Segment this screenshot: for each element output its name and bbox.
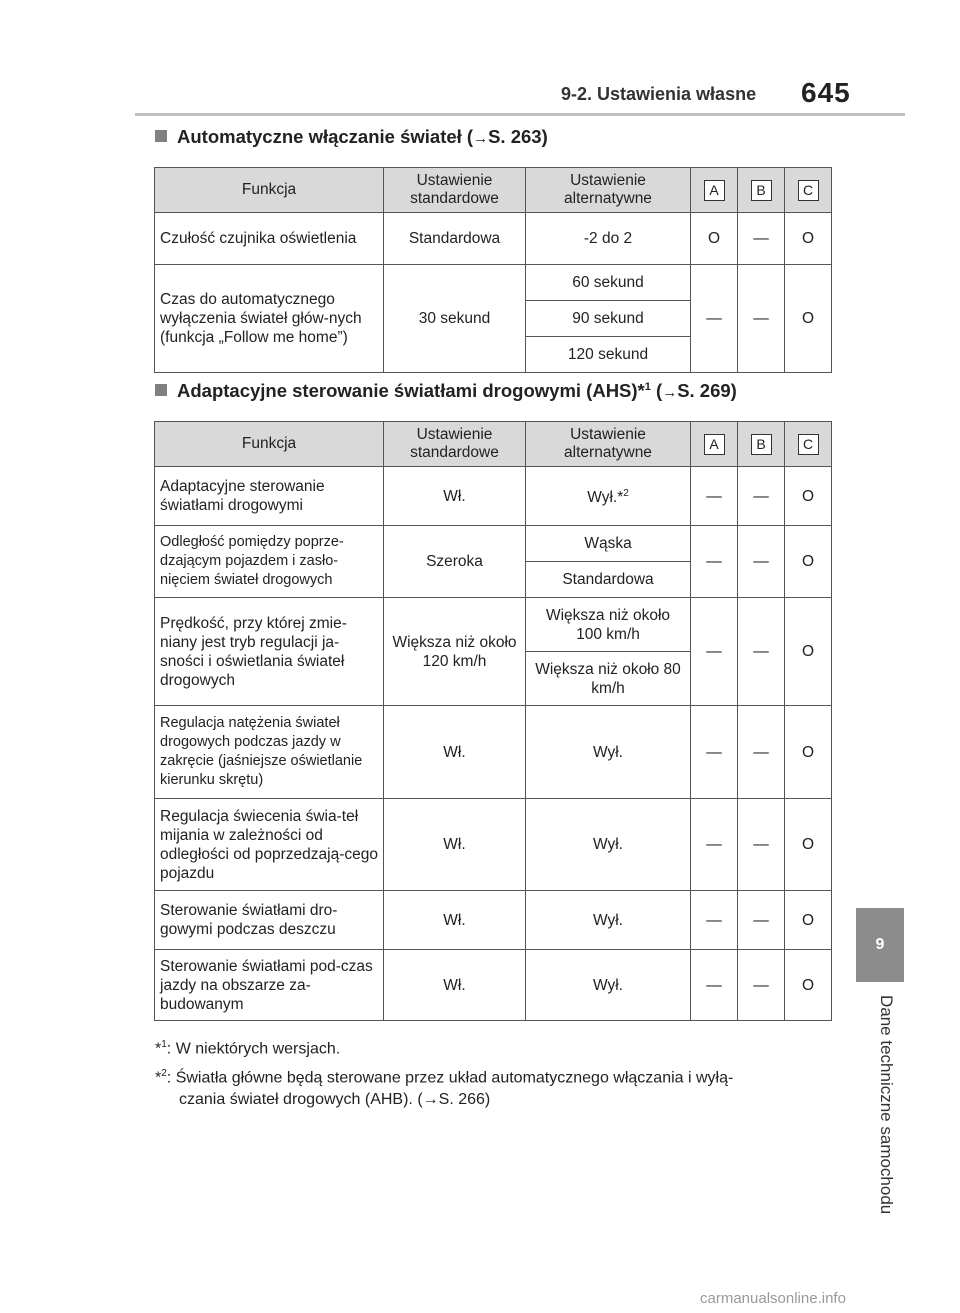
table-row [155, 891, 832, 950]
a-cell: — [691, 526, 738, 598]
c-cell: O [785, 265, 832, 373]
alternative-cell: Wył. [526, 706, 691, 799]
table-row [155, 265, 832, 301]
c-cell: O [785, 526, 832, 598]
function-cell: Adaptacyjne sterowanie światłami drogowymi [155, 467, 384, 526]
c-cell: O [785, 213, 832, 265]
table-row [155, 950, 832, 1021]
col-function: Funkcja [155, 422, 384, 467]
alternative-cell: Większa niż około 100 km/h [526, 598, 691, 652]
a-cell: — [691, 265, 738, 373]
alternative-cell: -2 do 2 [526, 213, 691, 265]
section1-page-ref: S. 263) [488, 126, 548, 147]
default-cell: Wł. [384, 950, 526, 1021]
b-cell: — [738, 467, 785, 526]
default-cell: Wł. [384, 891, 526, 950]
c-cell: O [785, 891, 832, 950]
c-cell: O [785, 598, 832, 706]
a-cell: — [691, 950, 738, 1021]
header-rule [135, 113, 905, 116]
col-b: B [738, 422, 785, 467]
col-a: A [691, 422, 738, 467]
footnote-1: *$^1$: W niektórych wersjach. [155, 1039, 341, 1058]
table-row [155, 598, 832, 652]
function-cell: Regulacja świecenia świa-teł mijania w zależności od odległości od poprzedzają-cego pojazdu [155, 799, 384, 891]
alternative-cell: Wył. [526, 891, 691, 950]
function-cell: Czułość czujnika oświetlenia [155, 213, 384, 265]
col-default: Ustawienie standardowe [384, 422, 526, 467]
a-cell: — [691, 467, 738, 526]
a-cell: — [691, 706, 738, 799]
arrow-right-icon: → [662, 384, 678, 401]
b-cell: — [738, 526, 785, 598]
col-alternative: Ustawienie alternatywne [526, 422, 691, 467]
section1-heading: Automatyczne włączanie świateł (→S. 263) [155, 126, 548, 148]
col-function: Funkcja [155, 168, 384, 213]
chapter-tab: 9 [856, 908, 904, 982]
alternative-cell: 60 sekund [526, 265, 691, 301]
default-cell: 30 sekund [384, 265, 526, 373]
col-b: B [738, 168, 785, 213]
function-cell: Czas do automatycznego wyłączenia świateł głów-nych (funkcja „Follow me home”) [155, 265, 384, 373]
col-c: C [785, 168, 832, 213]
table-row [155, 799, 832, 891]
table-row [155, 706, 832, 799]
a-cell: O [691, 213, 738, 265]
b-cell: — [738, 265, 785, 373]
b-cell: — [738, 950, 785, 1021]
alternative-cell: 90 sekund [526, 301, 691, 337]
col-alternative: Ustawienie alternatywne [526, 168, 691, 213]
c-cell: O [785, 706, 832, 799]
arrow-right-icon: → [473, 130, 489, 147]
col-c: C [785, 422, 832, 467]
default-cell: Wł. [384, 467, 526, 526]
footnote-2: *$^2$: Światła główne będą sterowane przez układ automatycznego włączania i wyłą- czania świateł drogowych (AHB). (→S. 266) [155, 1068, 734, 1109]
alternative-cell: Wąska [526, 526, 691, 562]
col-default: Ustawienie standardowe [384, 168, 526, 213]
function-cell: Sterowanie światłami dro-gowymi podczas deszczu [155, 891, 384, 950]
section2-heading: Adaptacyjne sterowanie światłami drogowymi (AHS)*$^1$ (→S. 269) [155, 380, 737, 402]
table-row [155, 467, 832, 526]
function-cell: Odległość pomiędzy poprze-dzającym pojazdem i zasło-nięciem świateł drogowych [155, 526, 384, 598]
section2-page-ref: S. 269) [677, 380, 737, 401]
b-cell: — [738, 706, 785, 799]
default-cell: Standardowa [384, 213, 526, 265]
default-cell: Wł. [384, 799, 526, 891]
alternative-cell: Wył. [526, 950, 691, 1021]
page-number: 645 [801, 77, 851, 108]
default-cell: Większa niż około 120 km/h [384, 598, 526, 706]
table-row [155, 526, 832, 562]
arrow-right-icon: → [422, 1091, 439, 1109]
alternative-cell: Większa niż około 80 km/h [526, 652, 691, 706]
alternative-cell: Wył. [526, 799, 691, 891]
default-cell: Wł. [384, 706, 526, 799]
section-header: 9-2. Ustawienia własne [561, 84, 757, 104]
alternative-cell: Wył.*$^2$ [526, 467, 691, 526]
chapter-label: Dane techniczne samochodu [877, 995, 896, 1215]
table-header-row [155, 422, 832, 467]
a-cell: — [691, 598, 738, 706]
col-a: A [691, 168, 738, 213]
alternative-cell: Standardowa [526, 562, 691, 598]
function-cell: Regulacja natężenia świateł drogowych podczas jazdy w zakręcie (jaśniejsze oświetlanie kierunku skrętu) [155, 706, 384, 799]
b-cell: — [738, 598, 785, 706]
alternative-cell: 120 sekund [526, 337, 691, 373]
c-cell: O [785, 467, 832, 526]
b-cell: — [738, 213, 785, 265]
bullet-square-icon [155, 384, 167, 396]
function-cell: Sterowanie światłami pod-czas jazdy na obszarze za-budowanym [155, 950, 384, 1021]
watermark: carmanualsonline.info [700, 1290, 846, 1307]
a-cell: — [691, 799, 738, 891]
b-cell: — [738, 891, 785, 950]
auto-lights-table [154, 167, 832, 373]
table-header-row [155, 168, 832, 213]
default-cell: Szeroka [384, 526, 526, 598]
ahs-table [154, 421, 832, 1021]
function-cell: Prędkość, przy której zmie-niany jest tryb regulacji ja-sności i oświetlania świateł drogowych [155, 598, 384, 706]
c-cell: O [785, 950, 832, 1021]
a-cell: — [691, 891, 738, 950]
bullet-square-icon [155, 130, 167, 142]
b-cell: — [738, 799, 785, 891]
c-cell: O [785, 799, 832, 891]
table-row [155, 213, 832, 265]
